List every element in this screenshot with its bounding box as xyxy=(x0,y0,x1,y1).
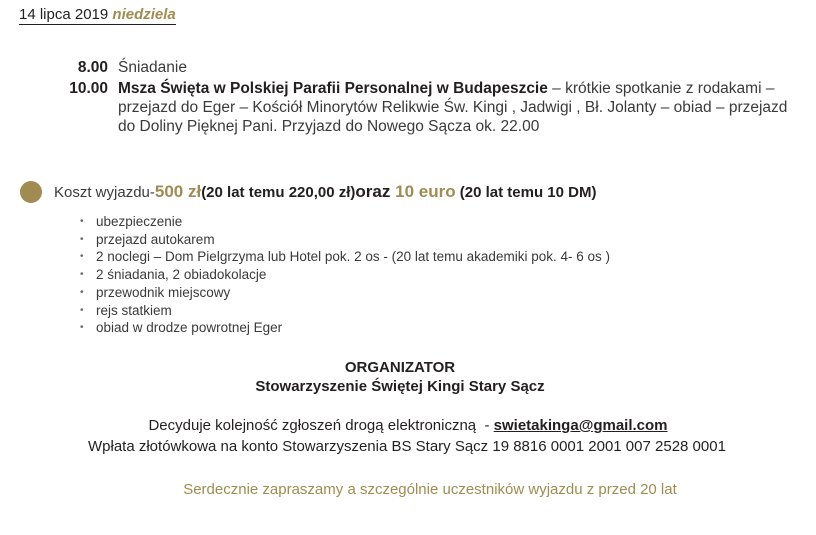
price-pln: 500 zł xyxy=(154,182,202,201)
list-item: • ubezpieczenie xyxy=(80,213,610,231)
organizer-heading: ORGANIZATOR xyxy=(344,359,456,376)
agenda-title: Msza Święta w Polskiej Parafii Personalnej w Budapeszcie xyxy=(118,80,548,97)
agenda-description xyxy=(118,58,800,77)
list-item: • obiad w drodze powrotnej Eger xyxy=(80,319,610,337)
date-text: 14 lipca 2019 xyxy=(19,6,109,23)
list-item: • przewodnik miejscowy xyxy=(80,284,610,302)
email-link[interactable]: swietakinga@gmail.com xyxy=(493,417,668,434)
cost-connector: oraz xyxy=(355,182,391,201)
bank-transfer-line: Wpłata złotówkowa na konto Stowarzyszenia BS Stary Sącz 19 8816 0001 2001 007 2528 0001 xyxy=(88,438,726,455)
list-item: • przejazd autokarem xyxy=(80,231,610,249)
organizer-name: Stowarzyszenie Świętej Kingi Stary Sącz xyxy=(255,378,545,395)
agenda-row-breakfast xyxy=(60,58,800,77)
agenda-time: 10.00 xyxy=(69,80,108,97)
price-eur: 10 euro xyxy=(390,182,456,201)
cost-line xyxy=(20,181,596,203)
list-item: • 2 noclegi – Dom Pielgrzyma lub Hotel pok. 2 os - (20 lat temu akademiki pok. 4- 6 os ) xyxy=(80,248,610,266)
contact-text: Decyduje kolejność zgłoszeń drogą elektroniczną - xyxy=(148,417,494,434)
agenda-time: 8.00 xyxy=(77,59,108,76)
agenda-description xyxy=(118,79,800,136)
gold-circle-icon xyxy=(20,181,42,203)
contact-line xyxy=(0,416,816,436)
price-eur-note: (20 lat temu 10 DM) xyxy=(455,183,597,201)
invitation-text: Serdecznie zapraszamy a szczególnie uczestników wyjazdu z przed 20 lat xyxy=(183,481,677,498)
agenda-detail: – krótkie spotkanie z rodakami – przejazd do Eger – Kościół Minorytów Relikwie Św. Kingi , Jadwigi , Bł. Jolanty – obiad – przejazd do Doliny Pięknej Pani. Przyjazd do Nowego Sącza ok. 22.00 xyxy=(118,80,788,135)
agenda xyxy=(60,58,800,138)
agenda-detail: Śniadanie xyxy=(118,59,187,76)
agenda-row-mass xyxy=(60,79,800,136)
cost-label: Koszt wyjazdu- xyxy=(54,183,155,201)
date-heading xyxy=(19,6,176,25)
list-item: • 2 śniadania, 2 obiadokolacje xyxy=(80,266,610,284)
list-item: • rejs statkiem xyxy=(80,302,610,320)
weekday-text: niedziela xyxy=(112,6,176,23)
includes-list xyxy=(80,213,610,337)
organizer-block xyxy=(0,358,800,396)
price-pln-note: (20 lat temu 220,00 zł) xyxy=(201,183,356,201)
